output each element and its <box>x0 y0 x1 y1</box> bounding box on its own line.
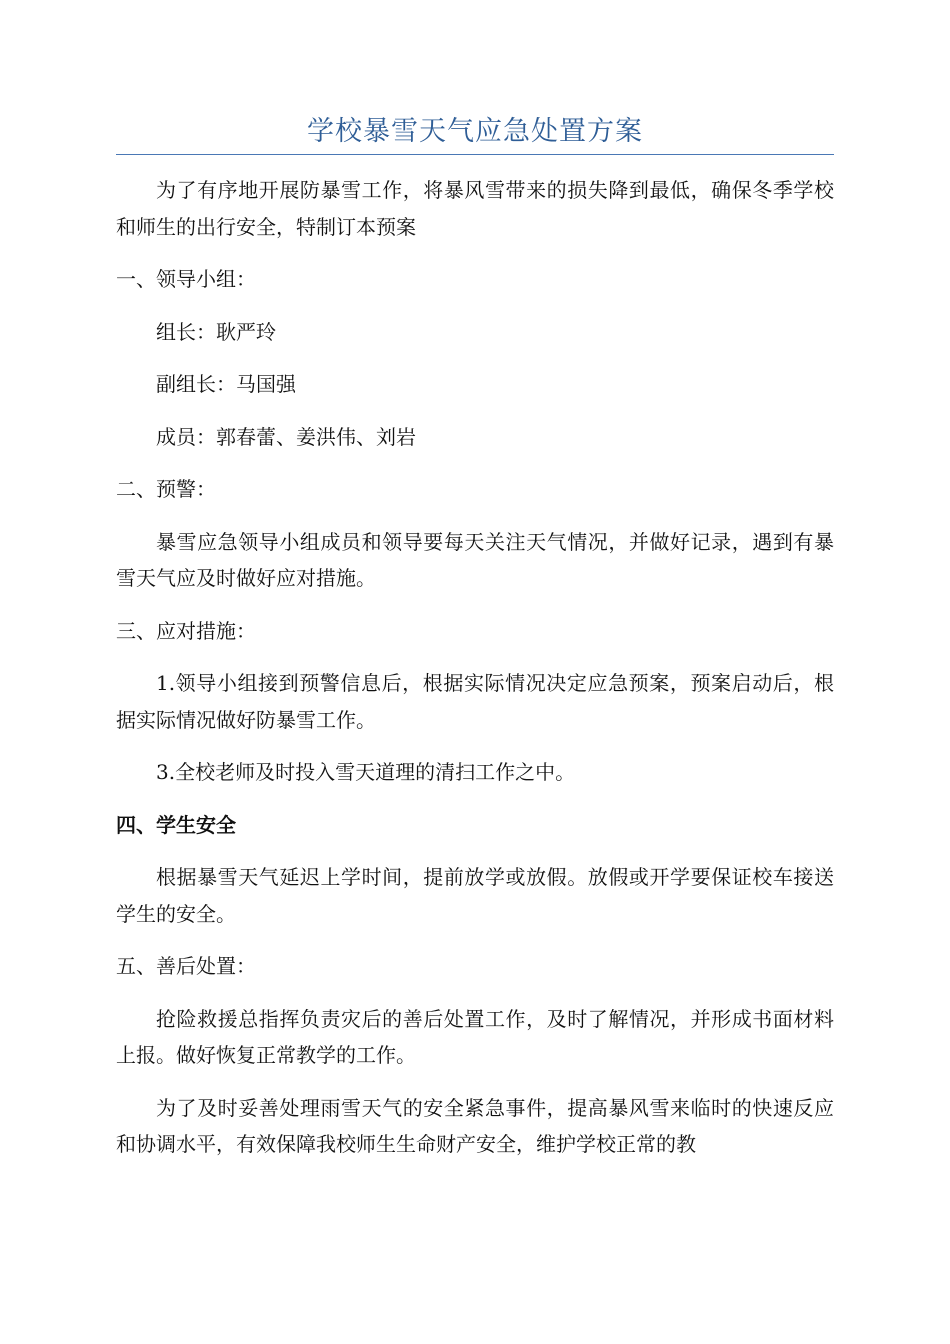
intro-paragraph: 为了有序地开展防暴雪工作，将暴风雪带来的损失降到最低，确保冬季学校和师生的出行安全，特制订本预案 <box>116 178 834 239</box>
leader-line: 组长：耿严玲 <box>156 319 276 344</box>
closing-paragraph: 为了及时妥善处理雨雪天气的安全紧急事件，提高暴风雪来临时的快速反应和协调水平，有效保障我校师生生命财产安全，维护学校正常的教 <box>116 1095 834 1156</box>
section-heading-measures: 三、应对措施： <box>116 618 256 643</box>
members-line: 成员：郭春蕾、姜洪伟、刘岩 <box>156 424 416 449</box>
student-safety-paragraph: 根据暴雪天气延迟上学时间，提前放学或放假。放假或开学要保证校车接送学生的安全。 <box>116 865 834 926</box>
aftermath-paragraph: 抢险救援总指挥负责灾后的善后处置工作，及时了解情况，并形成书面材料上报。做好恢复正常教学的工作。 <box>116 1006 834 1067</box>
measure-item-3: 3.全校老师及时投入雪天道理的清扫工作之中。 <box>156 760 576 784</box>
section-heading-aftermath: 五、善后处置： <box>116 954 256 978</box>
section-heading-leadership: 一、领导小组： <box>116 267 256 291</box>
section-heading-warning: 二、预警： <box>116 477 216 501</box>
section-heading-student-safety: 四、学生安全 <box>116 812 236 837</box>
title-underline <box>116 154 834 155</box>
measure-item-1: 1.领导小组接到预警信息后，根据实际情况决定应急预案，预案启动后，根据实际情况做好防暴雪工作。 <box>116 671 834 732</box>
document-title: 学校暴雪天气应急处置方案 <box>307 116 643 147</box>
deputy-leader-line: 副组长：马国强 <box>156 372 296 396</box>
warning-paragraph: 暴雪应急领导小组成员和领导要每天关注天气情况，并做好记录，遇到有暴雪天气应及时做好应对措施。 <box>116 529 834 590</box>
document-body <box>116 172 834 1163</box>
